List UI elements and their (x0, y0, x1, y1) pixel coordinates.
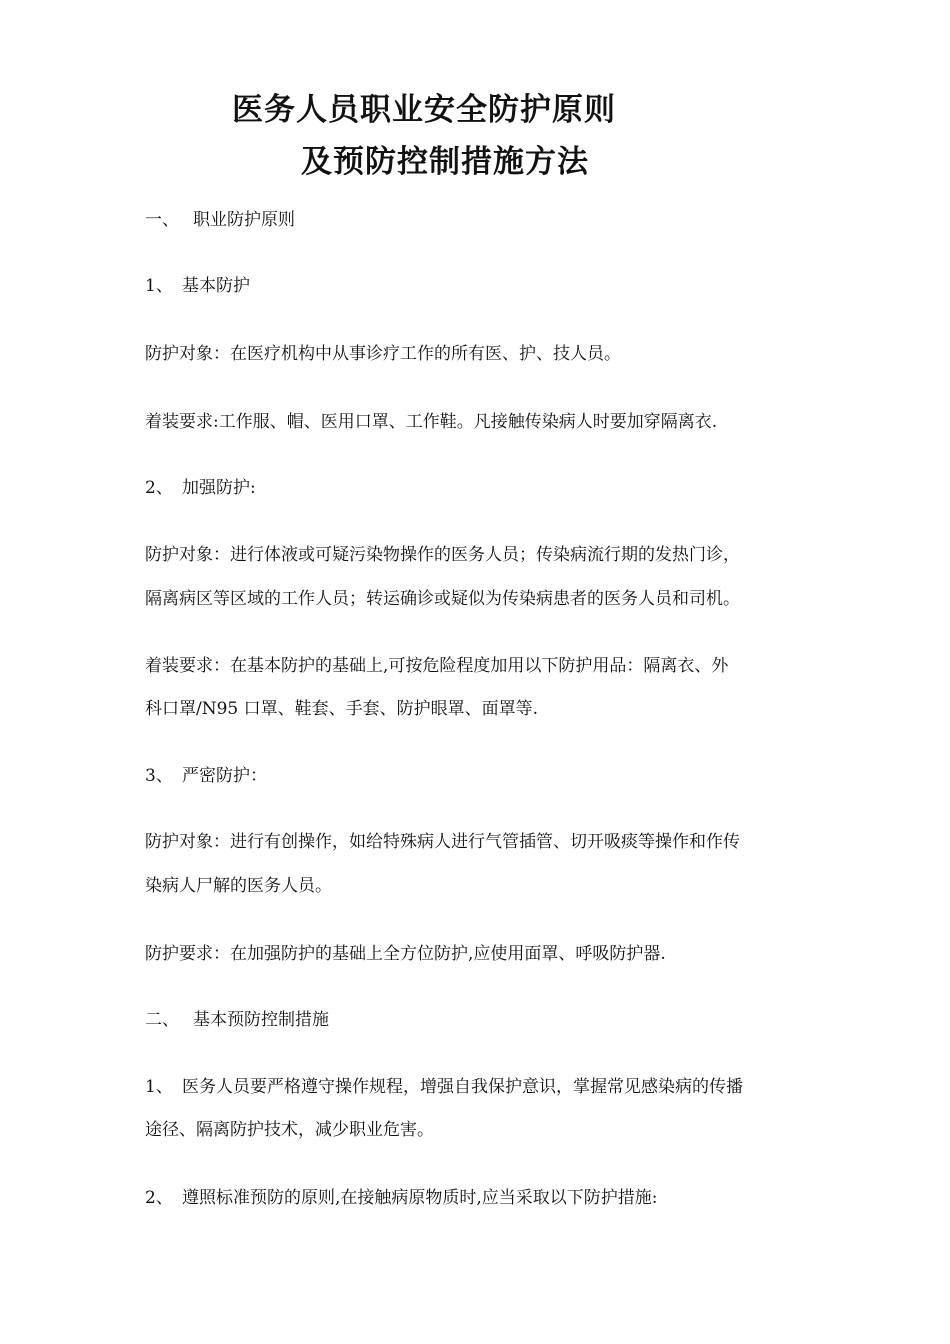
section-1-heading (145, 208, 295, 232)
item-3-requirement-text: 防护要求：在加强防护的基础上全方位防护,应使用面罩、呼吸防护器. (145, 944, 666, 964)
item-3-target-line-2: 染病人尸解的医务人员。 (145, 876, 332, 896)
measure-2-number: 2、 (145, 1188, 173, 1208)
item-3-title: 严密防护： (182, 766, 267, 786)
item-2-dress-line-2: 科口罩/N95 口罩、鞋套、手套、防护眼罩、面罩等. (145, 699, 539, 719)
item-2-title: 加强防护: (182, 478, 256, 498)
item-3-heading (145, 764, 267, 788)
measure-2-text: 遵照标准预防的原则,在接触病原物质时,应当采取以下防护措施: (182, 1188, 658, 1208)
item-2-heading (145, 476, 256, 500)
item-1-target-text: 防护对象：在医疗机构中从事诊疗工作的所有医、护、技人员。 (145, 344, 621, 364)
section-1-number: 一、 (145, 210, 179, 230)
item-1-title: 基本防护 (182, 276, 250, 296)
item-2-number: 2、 (145, 478, 173, 498)
document-title-line-2: 及预防控制措施方法 (301, 144, 589, 180)
item-2-target-line-1: 防护对象：进行体液或可疑污染物操作的医务人员；传染病流行期的发热门诊， (145, 545, 740, 565)
section-1-title: 职业防护原则 (193, 210, 295, 230)
measure-1-line-2: 途径、隔离防护技术，减少职业危害。 (145, 1120, 434, 1140)
measure-1-text: 医务人员要严格遵守操作规程，增强自我保护意识，掌握常见感染病的传播 (182, 1077, 743, 1097)
measure-2-line-1 (145, 1186, 658, 1210)
item-1-dress-text: 着装要求:工作服、帽、医用口罩、工作鞋。凡接触传染病人时要加穿隔离衣. (145, 412, 718, 432)
measure-1-line-1 (145, 1075, 743, 1099)
item-1-number: 1、 (145, 276, 173, 296)
item-1-heading (145, 274, 250, 298)
measure-1-number: 1、 (145, 1077, 173, 1097)
item-2-target-line-2: 隔离病区等区域的工作人员；转运确诊或疑似为传染病患者的医务人员和司机。 (145, 589, 740, 609)
section-2-number: 二、 (145, 1010, 179, 1030)
item-3-number: 3、 (145, 766, 173, 786)
section-2-title: 基本预防控制措施 (193, 1010, 329, 1030)
document-title-line-1: 医务人员职业安全防护原则 (232, 92, 616, 128)
section-2-heading (145, 1008, 329, 1032)
item-3-target-line-1: 防护对象：进行有创操作，如给特殊病人进行气管插管、切开吸痰等操作和作传 (145, 832, 740, 852)
item-2-dress-line-1: 着装要求：在基本防护的基础上,可按危险程度加用以下防护用品：隔离衣、外 (145, 656, 729, 676)
